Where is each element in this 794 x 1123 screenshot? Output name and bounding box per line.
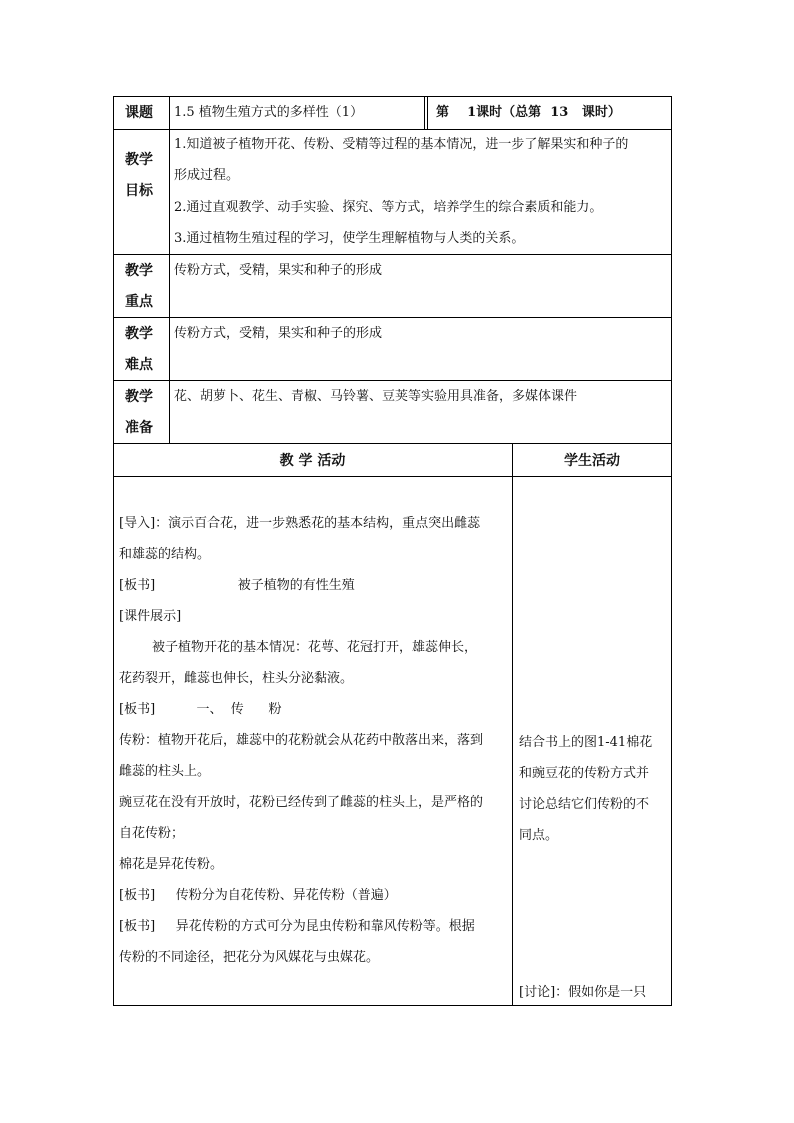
teacher-line: [课件展示] — [119, 609, 182, 624]
table-border-bottom — [113, 1005, 672, 1006]
student-line: 同点。 — [519, 828, 559, 843]
student-line: 和豌豆花的传粉方式并 — [519, 766, 650, 781]
objective-line: 3.通过植物生殖过程的学习，使学生理解植物与人类的关系。 — [174, 231, 525, 246]
objective-line: 2.通过直观教学、动手实验、探究、等方式，培养学生的综合素质和能力。 — [174, 200, 603, 215]
teacher-line: [导入]：演示百合花，进一步熟悉花的基本结构，重点突出雌蕊 — [119, 516, 481, 531]
teacher-line: [板书] 传粉分为自花传粉、异花传粉（普遍） — [119, 888, 397, 903]
objective-line: 形成过程。 — [174, 168, 240, 183]
difficulties-label-2: 难点 — [125, 357, 153, 373]
row-divider — [113, 254, 672, 255]
key-points-label-1: 教学 — [125, 263, 153, 279]
preparation-value: 花、胡萝卜、花生、青椒、马铃薯、豆荚等实验用具准备，多媒体课件 — [174, 389, 578, 404]
row-divider — [113, 476, 672, 477]
preparation-label-1: 教学 — [125, 389, 153, 405]
teacher-activity-header: 教 学 活动 — [279, 453, 346, 469]
objectives-label-1: 教学 — [125, 152, 153, 168]
topic-label: 课题 — [125, 105, 153, 121]
teacher-line: 雌蕊的柱头上。 — [119, 764, 211, 779]
objectives-label-2: 目标 — [125, 183, 153, 199]
table-border-left — [113, 96, 114, 1006]
table-border-right — [671, 96, 672, 1006]
difficulties-value: 传粉方式，受精，果实和种子的形成 — [174, 326, 383, 341]
row-divider — [113, 129, 672, 130]
period-info: 第 1课时（总第 13 课时） — [436, 105, 621, 120]
teacher-line: 豌豆花在没有开放时，花粉已经传到了雌蕊的柱头上，是严格的 — [119, 795, 484, 810]
row-divider — [113, 443, 672, 444]
objective-line: 1.知道被子植物开花、传粉、受精等过程的基本情况，进一步了解果实和种子的 — [174, 137, 629, 152]
activity-column-divider — [512, 443, 513, 1006]
teacher-line: 自花传粉； — [119, 826, 185, 841]
preparation-label-2: 准备 — [125, 420, 153, 436]
student-line: 讨论总结它们传粉的不 — [519, 797, 650, 812]
teacher-line: 花药裂开，雌蕊也伸长，柱头分泌黏液。 — [119, 671, 354, 686]
teacher-line: 传粉：植物开花后，雄蕊中的花粉就会从花药中散落出来，落到 — [119, 733, 484, 748]
student-line: [讨论]：假如你是一只 — [519, 985, 647, 1000]
key-points-label-2: 重点 — [125, 294, 153, 310]
teacher-line: [板书] 被子植物的有性生殖 — [119, 578, 355, 593]
teacher-line: 传粉的不同途径，把花分为风媒花与虫媒花。 — [119, 950, 380, 965]
teacher-line: [板书] 异花传粉的方式可分为昆虫传粉和靠风传粉等。根据 — [119, 919, 475, 934]
key-points-value: 传粉方式，受精，果实和种子的形成 — [174, 263, 383, 278]
teacher-line: 和雄蕊的结构。 — [119, 547, 211, 562]
label-column-divider — [169, 96, 170, 444]
row-divider — [113, 317, 672, 318]
period-column-divider — [427, 96, 428, 130]
teacher-line: [板书] 一、 传 粉 — [119, 702, 282, 717]
difficulties-label-1: 教学 — [125, 326, 153, 342]
topic-value: 1.5 植物生殖方式的多样性（1） — [174, 105, 364, 120]
teacher-line: 被子植物开花的基本情况：花萼、花冠打开，雄蕊伸长， — [119, 640, 478, 655]
teacher-line: 棉花是异花传粉。 — [119, 857, 224, 872]
row-divider — [113, 380, 672, 381]
student-activity-header: 学生活动 — [564, 453, 620, 469]
period-column-divider — [424, 96, 425, 130]
student-line: 结合书上的图1-41棉花 — [519, 735, 653, 750]
table-border-top — [113, 96, 672, 97]
